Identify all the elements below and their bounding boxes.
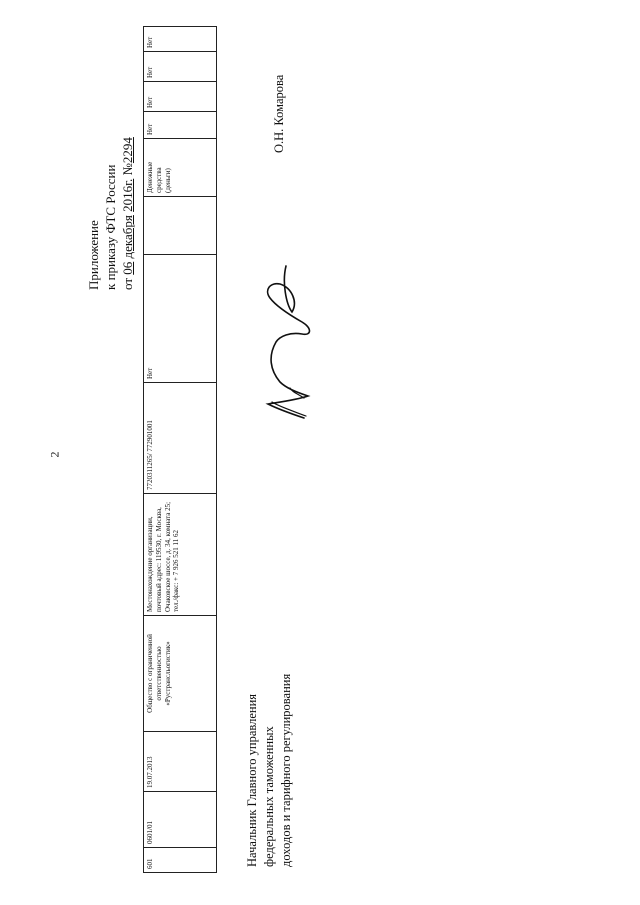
order-month: декабря — [120, 215, 135, 259]
table-row — [144, 27, 217, 873]
cell-date: 19.07.2013 — [144, 732, 217, 792]
cell-value-b: Нет — [144, 112, 217, 139]
cell-registration-number: 0601/01 — [144, 792, 217, 848]
signatory-position-line2: федеральных таможенных — [262, 726, 276, 867]
number-sign: № — [120, 163, 135, 176]
page-number: 2 — [47, 451, 62, 458]
cell-inn-kpp: 7720311265/ 772901001 — [144, 383, 217, 494]
cell-organization-name: Общество с ограниченной ответственностью «Рустрансльогистик» — [144, 616, 217, 732]
cell-security-type: Денежные средства (деньги) — [144, 139, 217, 197]
order-number: 2294 — [120, 137, 135, 164]
order-day: 06 — [120, 261, 135, 275]
signatory-block — [244, 567, 295, 867]
cell-value-e: Нет — [144, 27, 217, 52]
signer-name: О.Н. Комарова — [272, 74, 286, 153]
date-prefix: от — [120, 277, 135, 290]
order-year: 2016г. — [120, 178, 135, 212]
cell-row-number: 601 — [144, 848, 217, 873]
registry-table — [143, 26, 217, 873]
cell-value-a: Нет — [144, 255, 217, 383]
handwritten-signature — [246, 262, 322, 422]
cell-address: Местонахождение организации, почтовый адрес: 119530, г. Москва, Очаковское шоссе, д. 34, комната 25; тел./факс: + 7 926 521 11 62 — [144, 494, 217, 616]
appendix-date-line — [119, 0, 136, 290]
appendix-title: Приложение — [86, 220, 101, 290]
cell-empty — [144, 197, 217, 255]
cell-value-c: Нет — [144, 82, 217, 112]
signatory-position-line3: доходов и тарифного регулирования — [279, 673, 293, 867]
cell-value-d: Нет — [144, 52, 217, 82]
signatory-position-line1: Начальник Главного управления — [245, 693, 259, 867]
appendix-order: к приказу ФТС России — [103, 164, 118, 290]
appendix-header — [85, 0, 136, 290]
